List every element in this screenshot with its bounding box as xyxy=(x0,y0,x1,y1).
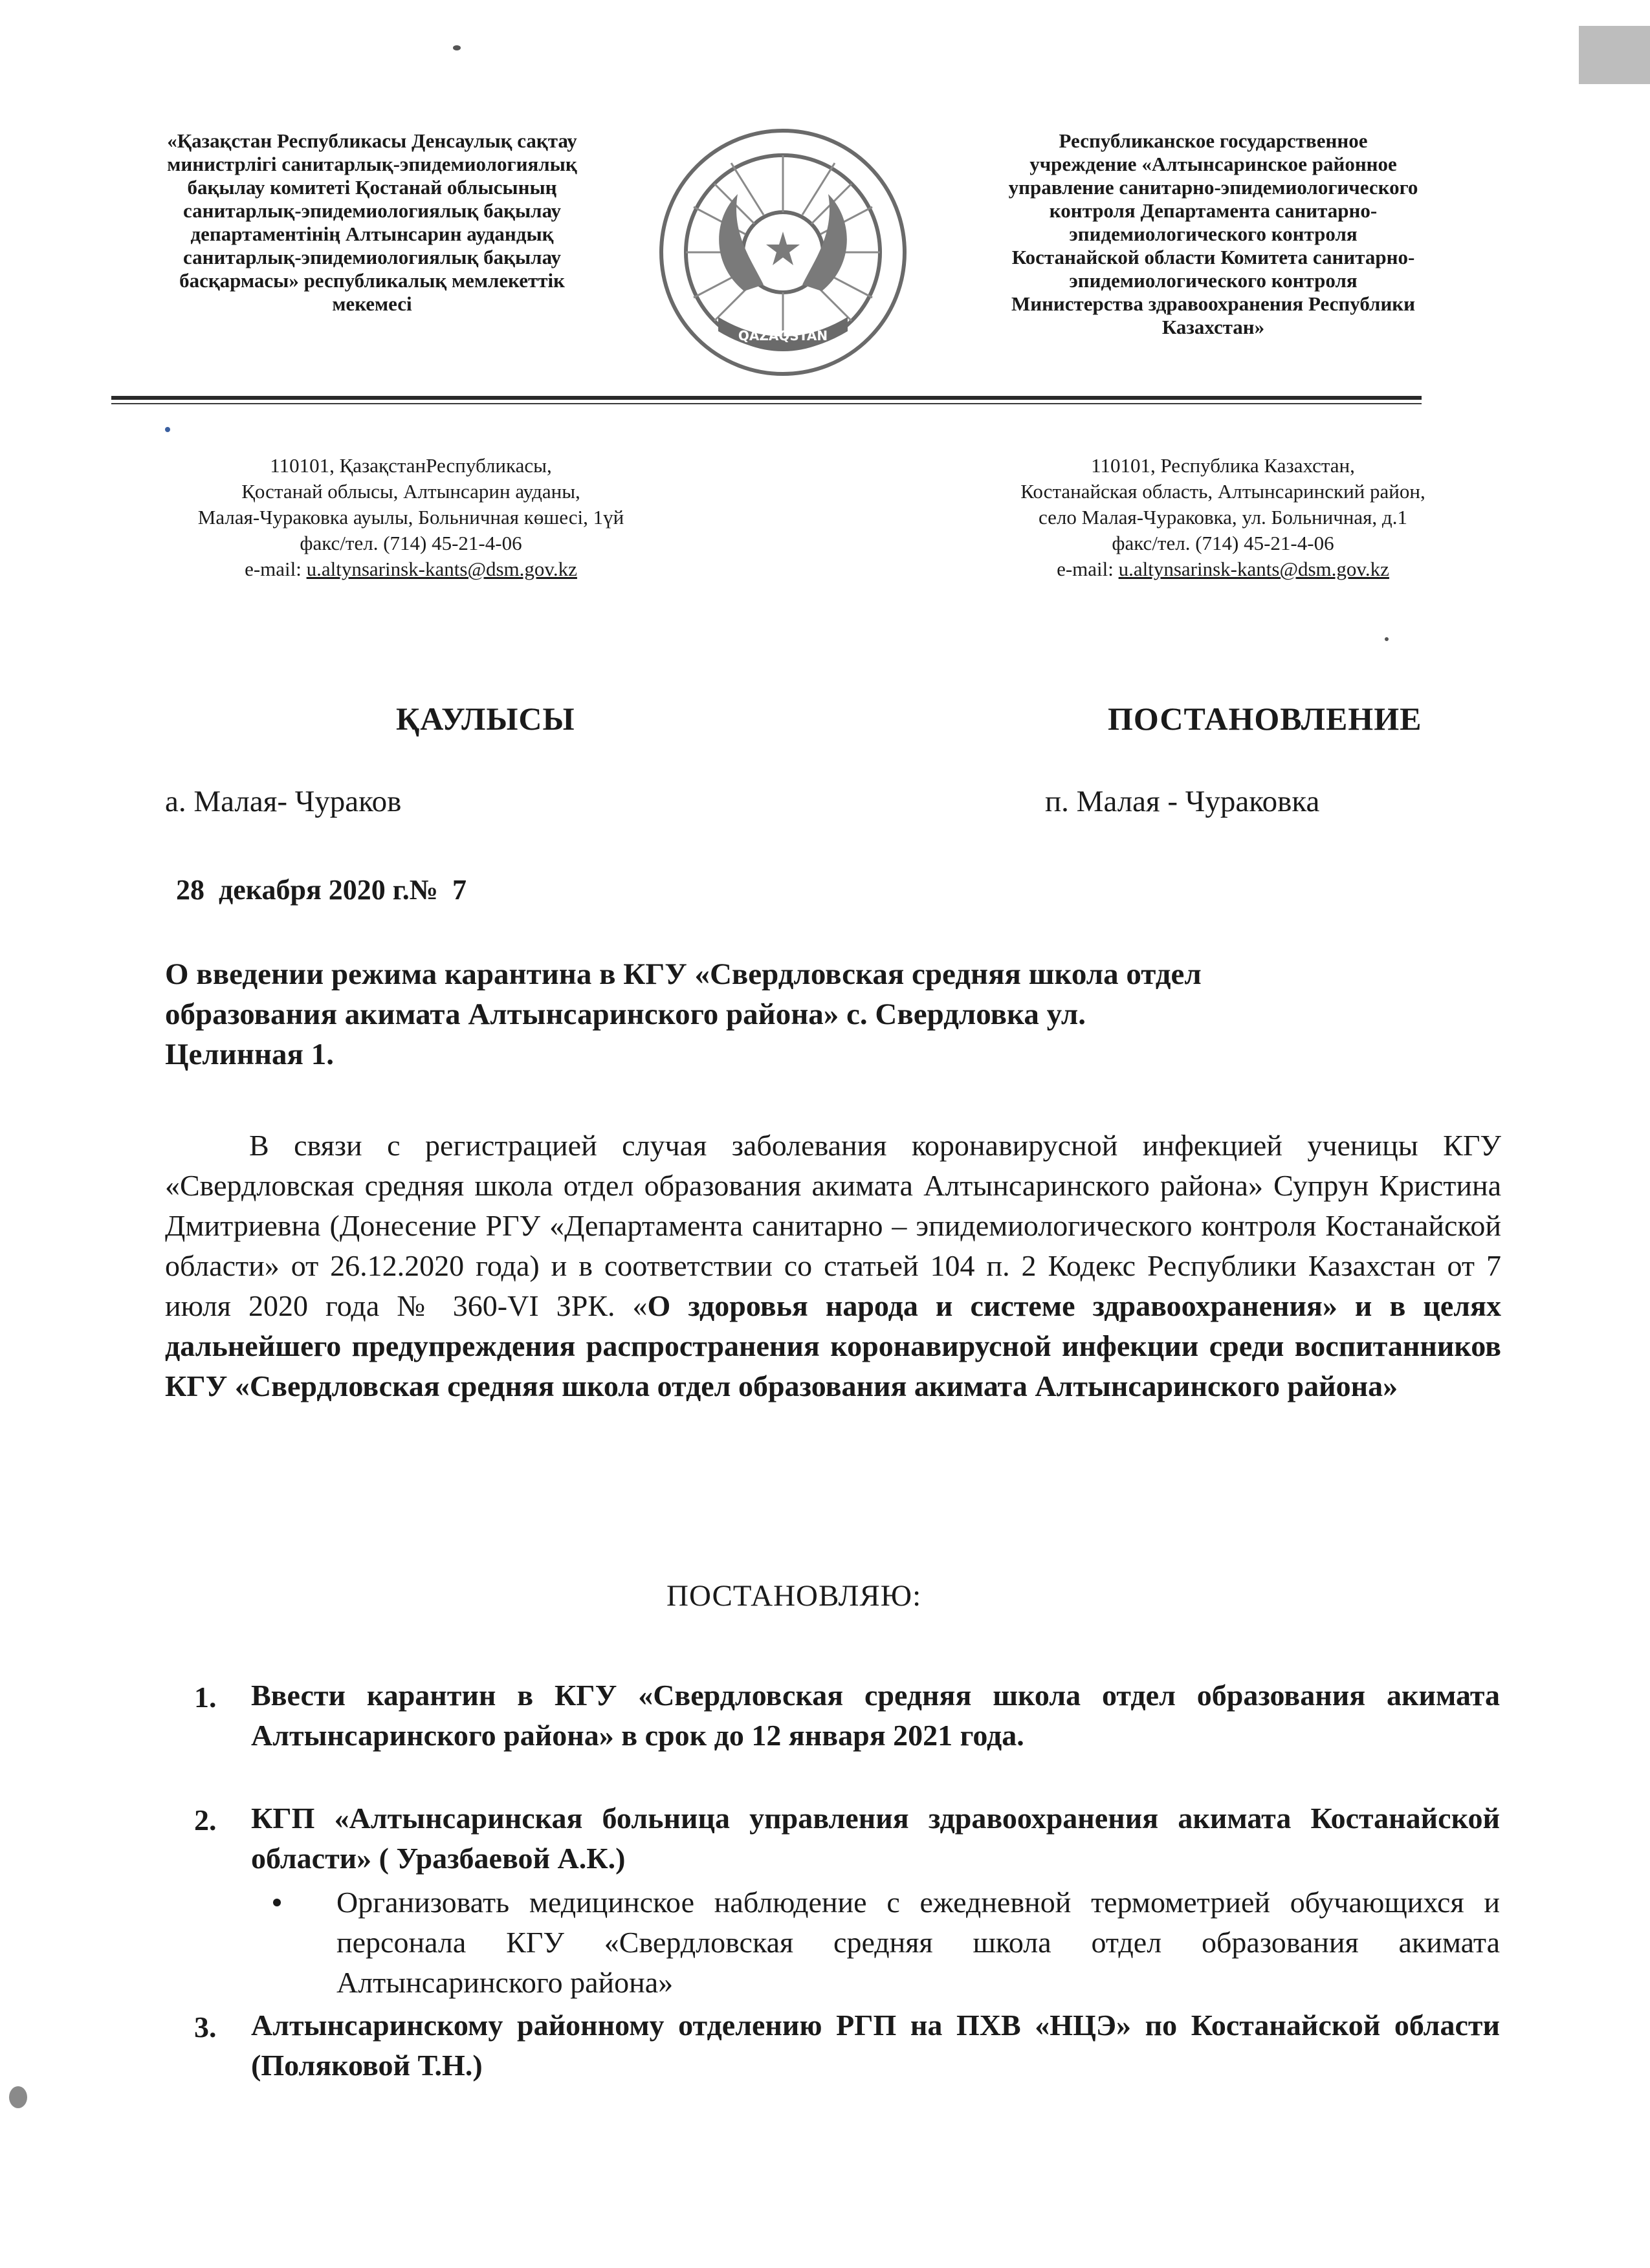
item-number: 1. xyxy=(194,1681,217,1714)
address-kz-line: Малая-Чураковка ауылы, Больничная көшесі, 1үй xyxy=(197,506,624,529)
header-kz-line: «Қазақстан Республикасы Денсаулық сақтау xyxy=(167,129,577,152)
body-plain: В связи с регистрацией случая заболевания коронавирусной инфекцией ученицы КГУ «Свердловская средняя школа отдел образования акимата Алтынсаринского района» Супрун Кристина Дмитриевна (Донесение РГУ «Департамента санитарно – эпидемиологического контроля Костанайской области» от 26.12.2020 года) и в соответствии со статьей 104 п. 2 Кодекс Республики Казахстан от 7 июля 2020 года № 360-VI ЗРК. « xyxy=(165,1129,1501,1322)
title-kz: ҚАУЛЫСЫ xyxy=(396,701,575,737)
document-date: 28 декабря 2020 г.№ 7 xyxy=(176,874,467,906)
emblem-text: QAZAQSTAN xyxy=(738,328,828,343)
email-link-kz[interactable]: u.altynsarinsk-kants@dsm.gov.kz xyxy=(306,558,577,580)
scan-speck xyxy=(1579,26,1650,84)
address-ru-line: Костанайская область, Алтынсаринский район, xyxy=(1020,480,1425,503)
document-subject xyxy=(165,954,1498,1074)
header-ru-line: контроля Департамента санитарно- xyxy=(1049,199,1378,222)
address-ru-email-row xyxy=(951,556,1495,582)
header-kz-line: санитарлық-эпидемиологиялық бақылау xyxy=(182,246,562,268)
place-ru: п. Малая - Чураковка xyxy=(1045,785,1320,818)
subject-line: О введении режима карантина в КГУ «Свердловская средняя школа отдел xyxy=(165,957,1202,991)
subject-line: образования акимата Алтынсаринского района» с. Свердловка ул. xyxy=(165,998,1086,1031)
header-ru-line: учреждение «Алтынсаринское районное xyxy=(1029,153,1397,175)
bullet-icon xyxy=(273,1899,281,1906)
scan-speck xyxy=(453,45,461,50)
header-ru-line: управление санитарно-эпидемиологического xyxy=(1008,176,1418,199)
header-ru-line: эпидемиологического контроля xyxy=(1069,223,1358,245)
header-kz xyxy=(110,129,634,316)
address-kz-line: Қостанай облысы, Алтынсарин ауданы, xyxy=(241,480,580,503)
email-label: e-mail: xyxy=(1057,558,1119,580)
decree-heading: ПОСТАНОВЛЯЮ: xyxy=(666,1579,922,1613)
header-divider xyxy=(111,396,1422,400)
state-emblem xyxy=(654,123,912,382)
header-kz-line: мекемесі xyxy=(332,292,412,315)
place-kz: а. Малая- Чураков xyxy=(165,785,402,818)
body-paragraph xyxy=(165,1126,1501,1406)
address-ru-line: село Малая-Чураковка, ул. Больничная, д.1 xyxy=(1039,506,1407,529)
header-ru xyxy=(932,129,1495,339)
address-ru-line: 110101, Республика Казахстан, xyxy=(1091,454,1355,477)
header-ru-line: эпидемиологического контроля xyxy=(1069,269,1358,292)
header-ru-line: Министерства здравоохранения Республики xyxy=(1011,292,1416,315)
address-ru-line: факс/тел. (714) 45-21-4-06 xyxy=(1112,532,1334,554)
subject-line: Целинная 1. xyxy=(165,1038,334,1071)
address-ru xyxy=(951,453,1495,582)
scan-speck xyxy=(1385,637,1389,641)
address-kz-email-row xyxy=(110,556,712,582)
header-divider-thin xyxy=(111,403,1422,404)
list-item-2: КГП «Алтынсаринская больница управления здравоохранения акимата Костанайской области» ( Уразбаевой А.К.) xyxy=(251,1802,1500,1875)
title-ru: ПОСТАНОВЛЕНИЕ xyxy=(1108,701,1422,737)
header-kz-line: департаментінің Алтынсарин аудандық xyxy=(190,223,554,245)
emblem-icon xyxy=(654,123,912,382)
header-kz-line: санитарлық-эпидемиологиялық бақылау xyxy=(182,199,562,222)
header-ru-line: Казахстан» xyxy=(1161,316,1265,338)
header-ru-line: Республиканское государственное xyxy=(1059,129,1368,152)
header-kz-line: министрлігі санитарлық-эпидемиологиялық xyxy=(167,153,577,175)
email-link-ru[interactable]: u.altynsarinsk-kants@dsm.gov.kz xyxy=(1118,558,1389,580)
header-kz-line: басқармасы» республикалық мемлекеттік xyxy=(179,269,565,292)
item-number: 2. xyxy=(194,1804,217,1837)
list-item-1: Ввести карантин в КГУ «Свердловская средняя школа отдел образования акимата Алтынсаринского района» в срок до 12 января 2021 года. xyxy=(251,1679,1500,1752)
address-kz xyxy=(110,453,712,582)
email-label: e-mail: xyxy=(245,558,307,580)
scan-speck xyxy=(165,427,170,432)
item-number: 3. xyxy=(194,2011,217,2044)
address-kz-line: 110101, ҚазақстанРеспубликасы, xyxy=(270,454,552,477)
bullet-item: Организовать медицинское наблюдение с ежедневной термометрией обучающихся и персонала КГУ «Свердловская средняя школа отдел образования акимата Алтынсаринского района» xyxy=(336,1886,1500,1999)
header-kz-line: бақылау комитеті Қостанай облысының xyxy=(187,176,557,199)
body-bold: О здоровья народа и системе здравоохранения» и в целях дальнейшего предупреждения распространения коронавирусной инфекции среди воспитанников КГУ «Свердловская средняя школа отдел образования акимата Алтынсаринского района» xyxy=(165,1289,1501,1402)
address-kz-line: факс/тел. (714) 45-21-4-06 xyxy=(300,532,522,554)
header-ru-line: Костанайской области Комитета санитарно- xyxy=(1011,246,1415,268)
list-item-3: Алтынсаринскому районному отделению РГП на ПХВ «НЦЭ» по Костанайской области (Поляковой Т.Н.) xyxy=(251,2009,1500,2082)
scan-speck xyxy=(9,2086,27,2108)
